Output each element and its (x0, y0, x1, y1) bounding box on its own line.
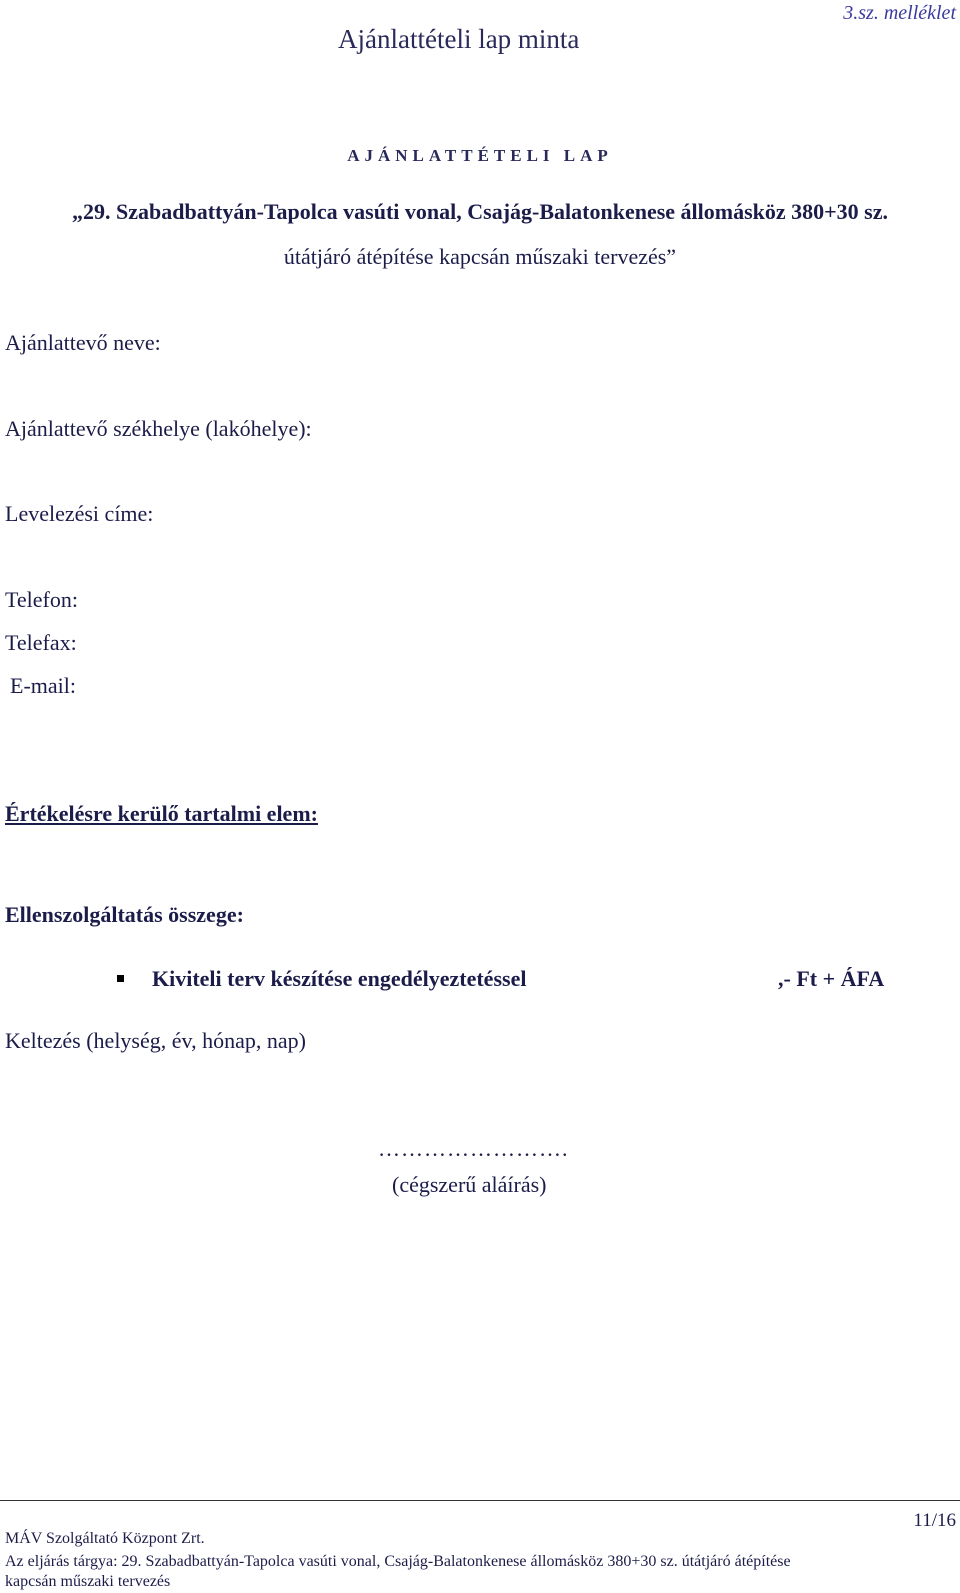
signature-line: ……………………. (378, 1136, 569, 1161)
bullet-icon (117, 975, 124, 982)
phone-label: Telefon: (5, 587, 78, 612)
subject-line-2: útátjáró átépítése kapcsán műszaki tervezés” (283, 244, 677, 269)
page-title: Ajánlattételi lap minta (338, 24, 580, 54)
bidder-seat-label: Ajánlattevő székhelye (lakóhelye): (5, 416, 312, 441)
item-amount: ,- Ft + ÁFA (778, 966, 885, 991)
subject-line-1: „29. Szabadbattyán-Tapolca vasúti vonal, Csajág-Balatonkenese állomásköz 380+30 sz. (71, 199, 889, 224)
footer-company: MÁV Szolgáltató Központ Zrt. (5, 1530, 205, 1547)
dating-label: Keltezés (helység, év, hónap, nap) (5, 1028, 306, 1053)
footer-divider (0, 1500, 960, 1501)
consideration-label: Ellenszolgáltatás összege: (5, 902, 244, 927)
form-title: AJÁNLATTÉTELI LAP (347, 146, 613, 165)
footer-subject-line-1: Az eljárás tárgya: 29. Szabadbattyán-Tapolca vasúti vonal, Csajág-Balatonkenese állomásköz 380+30 sz. útátjáró átépítése (5, 1553, 791, 1570)
mailing-address-label: Levelezési címe: (5, 501, 154, 526)
item-label: Kiviteli terv készítése engedélyeztetéssel (152, 966, 527, 991)
fax-label: Telefax: (5, 630, 77, 655)
signature-caption: (cégszerű aláírás) (392, 1172, 547, 1197)
annex-label: 3.sz. melléklet (843, 2, 956, 24)
footer-subject-line-2: kapcsán műszaki tervezés (5, 1573, 171, 1590)
bidder-name-label: Ajánlattevő neve: (5, 330, 161, 355)
evaluation-heading: Értékelésre kerülő tartalmi elem: (5, 801, 318, 826)
page-number: 11/16 (913, 1510, 956, 1531)
email-label: E-mail: (10, 673, 76, 698)
